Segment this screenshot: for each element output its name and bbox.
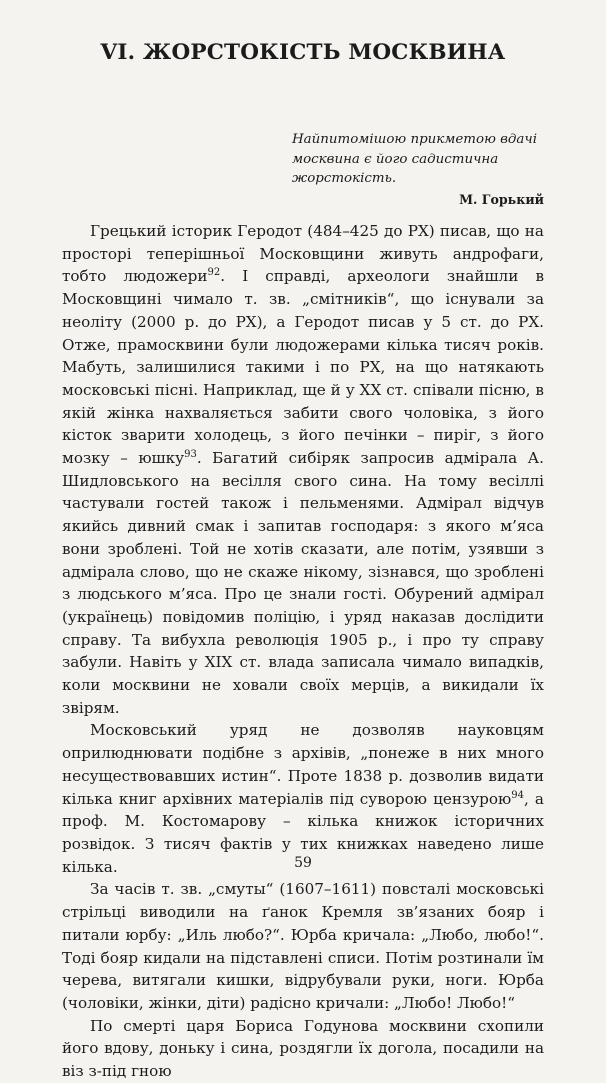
page-number: 59 <box>294 855 312 871</box>
paragraph-text: Грецький історик Геродот (484–425 до РХ) писав, що на просторі теперішньої Московщини живуть андрофаги, тобто людожери <box>62 222 544 286</box>
footnote-marker: 92 <box>207 267 221 279</box>
body-text <box>62 220 544 1083</box>
epigraph-author: М. Горький <box>459 192 544 207</box>
footnote-marker: 94 <box>511 789 525 801</box>
paragraph-text: . Багатий сибіряк запросив адмірала А. Шидловського на весілля свого сина. На тому весіллі частували гостей також і пельменями. Адмірал відчув якийсь дивний смак і запитав господаря: з якого м’яса вони зроблені. Той не хотів сказати, але потім, узявши з адмірала слово, що не скаже нікому, зізнався, що зроблені з людського м’яса. Про це знали гості. Обурений адмірал (українець) повідомив поліцію, і уряд наказав дослідити справу. Та вибухла революція 1905 р., і про ту справу забули. Навіть у XIX ст. влада записала чимало випадків, коли москвини не ховали своїх мерців, а викидали їх звірям. <box>62 449 544 717</box>
paragraph-text: , а проф. М. Костомарову – кілька книжок історичних розвідок. З тисяч фактів у тих книжках наведено лише кілька. <box>62 789 544 876</box>
epigraph-quote: Найпитомішою прикметою вдачі москвина є його садистична жорстокість. <box>292 132 537 186</box>
chapter-title: VI. ЖОРСТОКІСТЬ МОСКВИНА <box>100 40 506 65</box>
paragraph-text: По смерті царя Бориса Годунова москвини схопили його вдову, доньку і сина, роздягли їх догола, посадили на віз з-під гною <box>62 1016 544 1081</box>
body-paragraph <box>62 1015 544 1083</box>
paragraph-text: За часів т. зв. „смуты“ (1607–1611) повсталі московські стрільці виводили на ґанок Кремля зв’язаних бояр і питали юрбу: „Иль любо?“. Юрба кричала: „Любо, любо!“. Тоді бояр кидали на підставлені списи. Потім розтинали їм черева, витягали кишки, відрубували руки, ноги. Юрба (чоловіки, жінки, діти) радісно кричали: „Любо! Любо!“ <box>62 880 544 1012</box>
paragraph-text: Московський уряд не дозволяв науковцям оприлюднювати подібне з архівів, „понеже в них много несуществовавших истин“. Проте 1838 р. дозволив видати кілька книг архівних матеріалів під суворою цензурою <box>62 721 544 808</box>
body-paragraph <box>62 220 544 719</box>
body-paragraph <box>62 878 544 1014</box>
footnote-marker: 93 <box>184 448 197 460</box>
paragraph-text: . І справді, археологи знайшли в Московщині чимало т. зв. „смітників“, що існували за неоліту (2000 р. до РХ), а Геродот писав у 5 ст. до РХ. Отже, прамосквини були людожерами кілька тисяч років. Мабуть, залишилися такими і по РХ, на що натякають московські пісні. Наприклад, ще й у XX ст. співали пісню, в якій жінка нахваляється забити свого чоловіка, з його кісток зварити холодець, з його печінки – пиріг, з його мозку – юшку <box>62 267 544 468</box>
